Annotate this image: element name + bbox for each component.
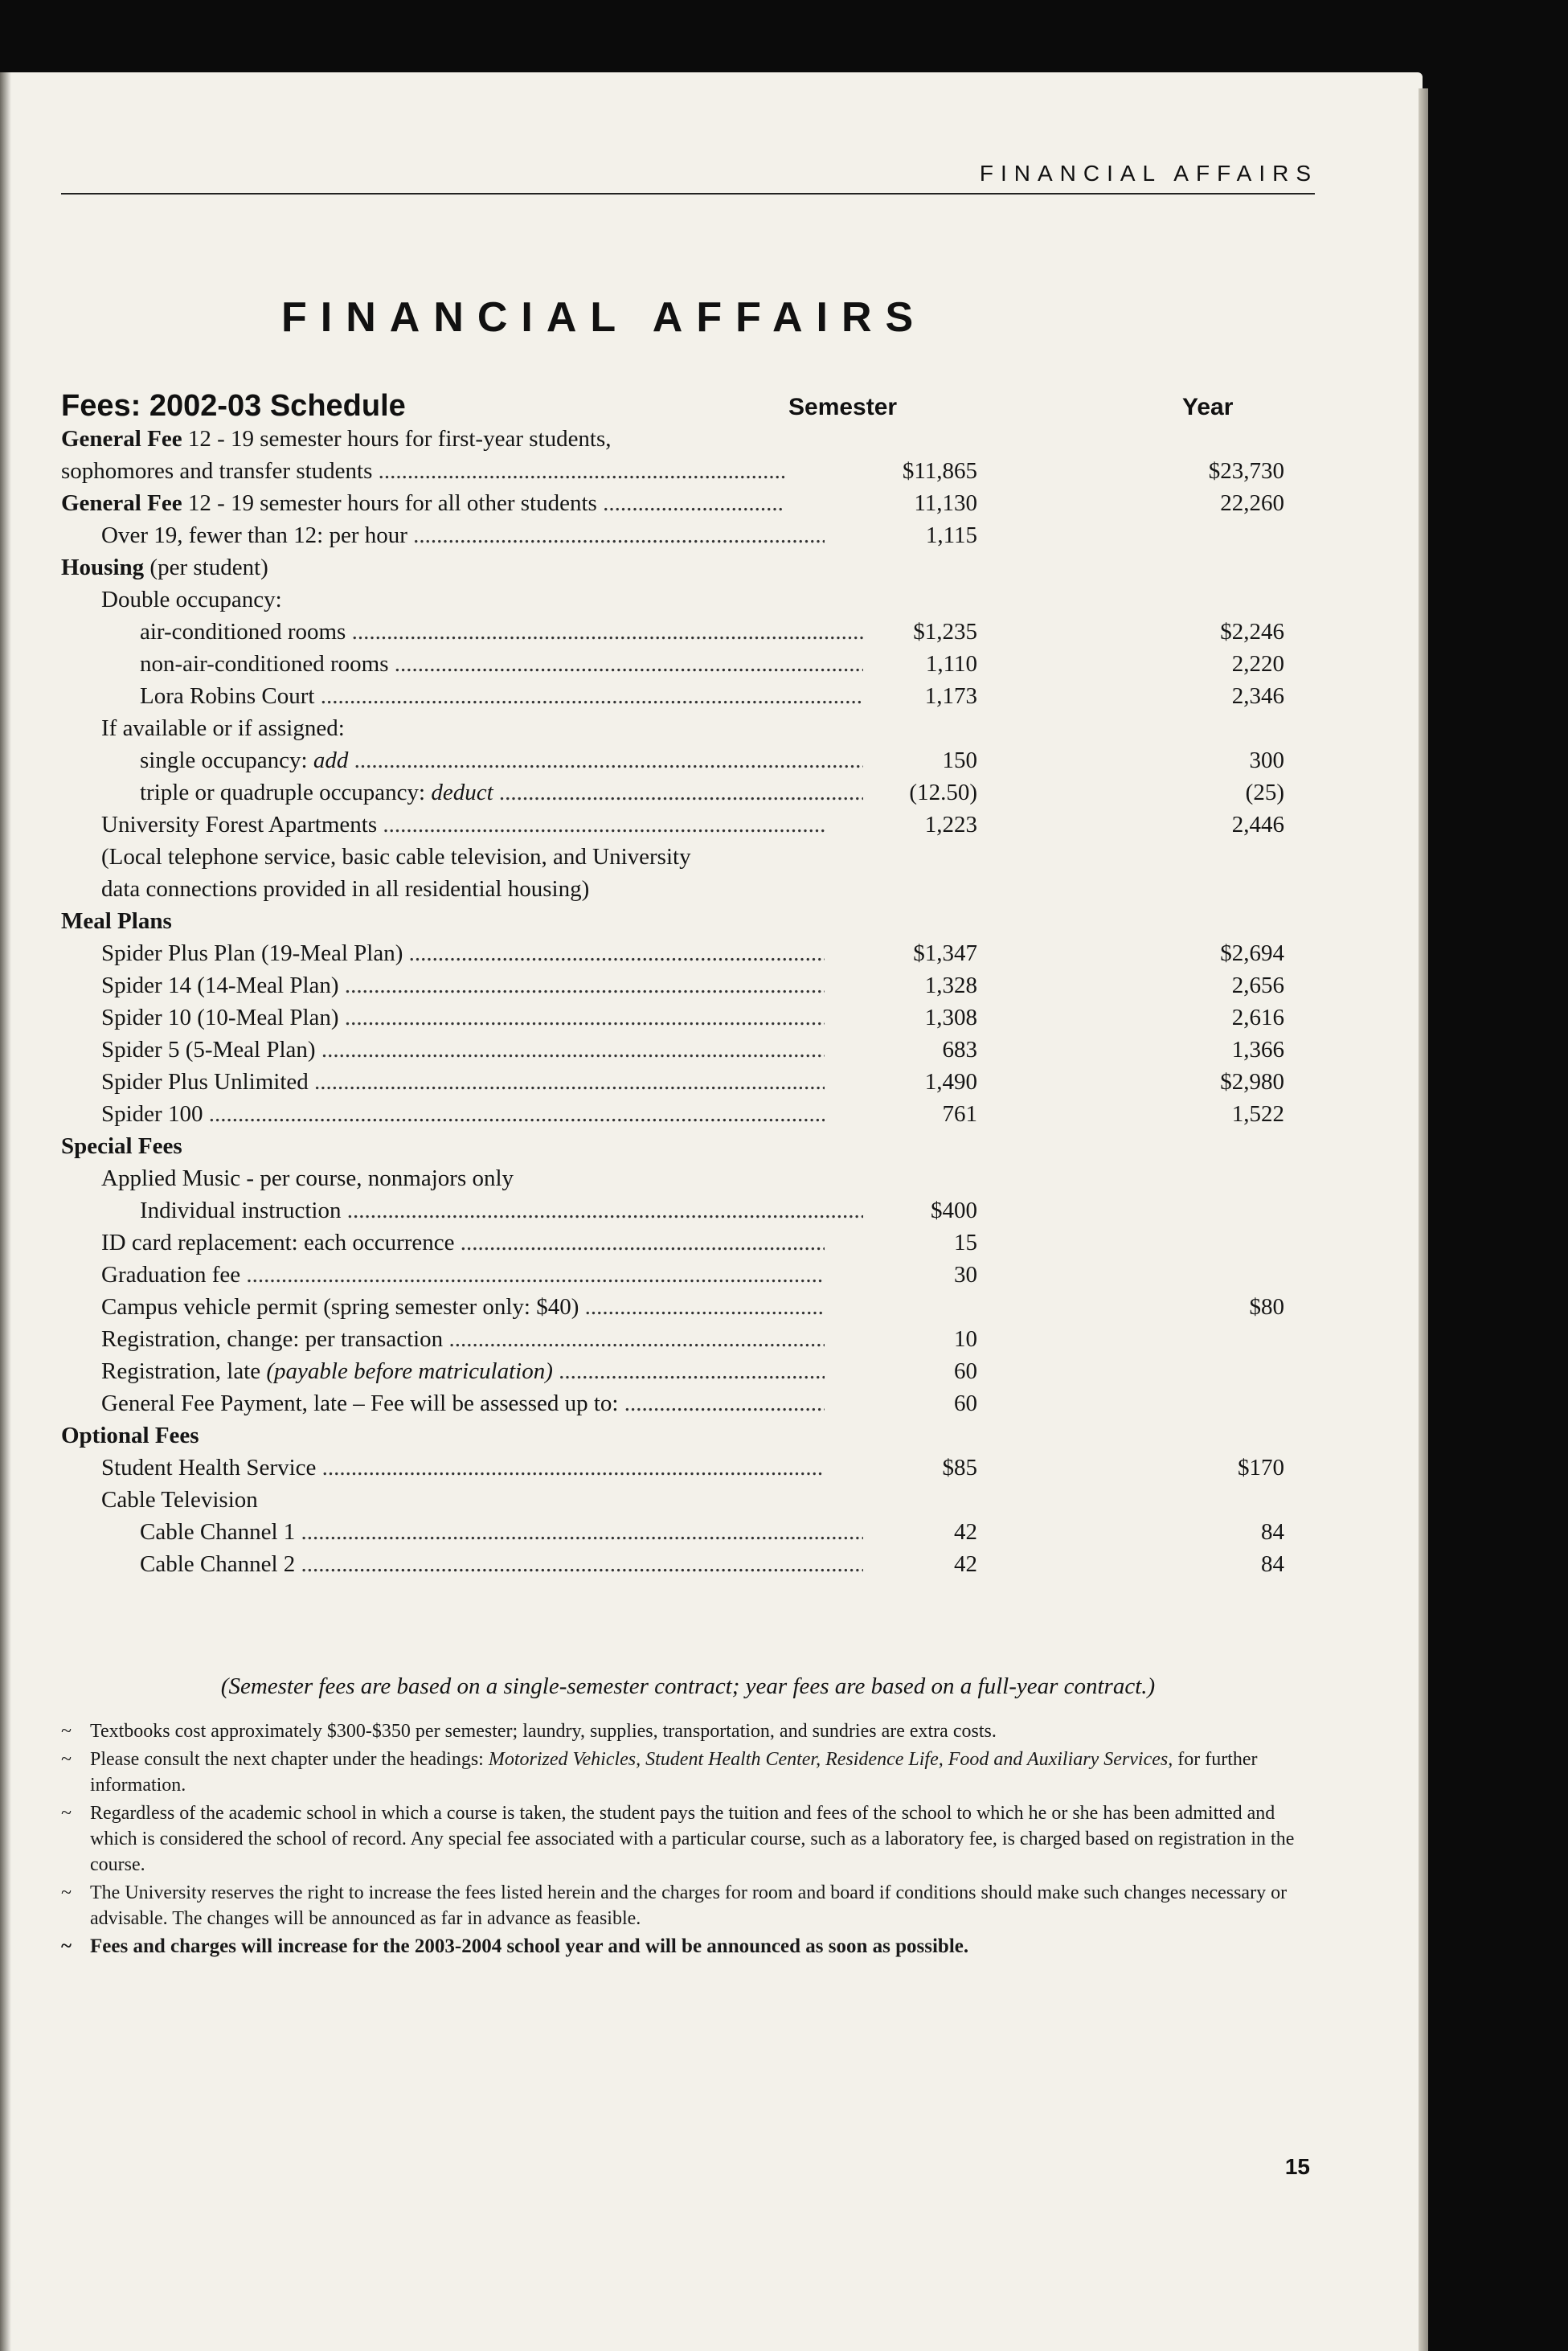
year-amount: 2,346: [1231, 683, 1284, 709]
fee-label: [101, 1487, 825, 1513]
fee-row: [61, 1487, 1315, 1519]
semester-amount: 15: [954, 1230, 977, 1255]
fee-label: [101, 715, 825, 742]
fee-row: [61, 908, 1315, 940]
footnote-marker: ~: [61, 1935, 72, 1957]
fee-label-italic: add: [313, 747, 349, 773]
fee-row: [61, 1101, 1315, 1133]
fee-row: [61, 458, 1315, 490]
footnote-marker: ~: [61, 1803, 72, 1824]
fee-label-text: single occupancy:: [140, 747, 313, 773]
year-amount: 2,220: [1231, 651, 1284, 677]
fee-label-text: University Forest Apartments: [101, 812, 378, 838]
fee-label-text: triple or quadruple occupancy:: [140, 780, 432, 805]
footnote-marker: ~: [61, 1882, 72, 1903]
semester-amount: 42: [954, 1551, 977, 1577]
semester-amount: 10: [954, 1326, 977, 1352]
fee-label: [101, 940, 825, 967]
fee-label: [140, 1551, 863, 1578]
semester-amount: 1,173: [924, 683, 977, 709]
fee-label: [101, 876, 825, 903]
fee-label: [101, 1230, 825, 1256]
semester-amount: $400: [931, 1198, 977, 1223]
fee-label: [140, 1198, 863, 1224]
fee-label-text: (Local telephone service, basic cable television, and University: [101, 844, 691, 870]
running-header: FINANCIAL AFFAIRS: [979, 161, 1318, 186]
fee-row: [61, 1165, 1315, 1198]
fee-row: [61, 1133, 1315, 1165]
fee-row: [61, 1391, 1315, 1423]
binding-shadow: [0, 72, 11, 2351]
fee-label-text: Registration, change: per transaction: [101, 1326, 444, 1352]
semester-amount: 30: [954, 1262, 977, 1288]
year-amount: (25): [1245, 780, 1284, 805]
year-amount: $2,246: [1220, 619, 1284, 645]
semester-amount: 683: [942, 1037, 977, 1063]
fee-row: [61, 1262, 1315, 1294]
fee-label-text: Spider 100: [101, 1101, 203, 1127]
year-amount: 84: [1261, 1551, 1284, 1577]
semester-amount: 42: [954, 1519, 977, 1545]
fee-label-text: Applied Music - per course, nonmajors only: [101, 1165, 514, 1191]
fee-row: [61, 587, 1315, 619]
fee-row: [61, 1230, 1315, 1262]
fee-label-text: Spider Plus Unlimited: [101, 1069, 309, 1095]
fee-label: [140, 683, 863, 710]
fee-label: [101, 1358, 825, 1385]
footnote-text: Regardless of the academic school in which a course is taken, the student pays the tuition and fees of the school to which he or she has been admitted and which is considered the school of record. Any special fee associated with a particular course, such as a laboratory fee, is charged based on registration in the course.: [90, 1803, 1295, 1875]
fee-label: [101, 973, 825, 999]
fee-label: [101, 1294, 825, 1321]
semester-amount: 60: [954, 1358, 977, 1384]
year-amount: $2,694: [1220, 940, 1284, 966]
semester-amount: 1,110: [925, 651, 977, 677]
fee-label: [61, 1423, 784, 1449]
fee-label-text: Housing: [61, 555, 145, 580]
fee-label: [101, 1005, 825, 1031]
fee-row: [61, 1358, 1315, 1391]
fee-label-text: non-air-conditioned rooms: [140, 651, 389, 677]
fee-label-text: General Fee: [61, 426, 182, 452]
fee-row: [61, 780, 1315, 812]
fee-label-text: Cable Channel 1: [140, 1519, 296, 1545]
fee-label: [61, 1133, 784, 1160]
fee-label: [101, 1391, 825, 1417]
page-edge: [1419, 88, 1428, 2351]
fee-label-text: ID card replacement: each occurrence: [101, 1230, 455, 1255]
header-rule: [61, 193, 1315, 195]
semester-amount: 11,130: [914, 490, 977, 516]
footnote-marker: ~: [61, 1721, 72, 1742]
fee-label-text: Optional Fees: [61, 1423, 199, 1448]
footnote: [61, 1800, 1315, 1878]
fee-row: [61, 426, 1315, 458]
year-amount: $2,980: [1220, 1069, 1284, 1095]
year-amount: $170: [1238, 1455, 1284, 1481]
fee-row: [61, 844, 1315, 876]
schedule-heading-row: [61, 384, 1315, 424]
fee-label: [101, 844, 825, 870]
year-amount: 1,366: [1231, 1037, 1284, 1063]
footnote-tail: for further information.: [90, 1749, 1258, 1796]
page-number: 15: [1284, 2154, 1310, 2179]
semester-amount: $1,235: [913, 619, 977, 645]
fee-label: [101, 1262, 825, 1288]
fee-label: [101, 1069, 825, 1096]
footnote-text: The University reserves the right to increase the fees listed herein and the charges for room and board if conditions should make such changes necessary or advisable. The changes will be announced as far in advance as feasible.: [90, 1882, 1288, 1929]
fee-label-detail: 12 - 19 semester hours for all other students: [182, 490, 597, 516]
semester-amount: 60: [954, 1391, 977, 1416]
fee-label-text: General Fee: [61, 490, 182, 516]
semester-amount: 761: [942, 1101, 977, 1127]
year-amount: 2,616: [1231, 1005, 1284, 1030]
semester-amount: 1,115: [925, 522, 977, 548]
footnotes: [61, 1718, 1315, 1962]
footnote-text: Textbooks cost approximately $300-$350 per semester; laundry, supplies, transportation, and sundries are extra costs.: [90, 1721, 997, 1742]
fee-label-text: Student Health Service: [101, 1455, 317, 1481]
year-amount: $80: [1249, 1294, 1284, 1320]
fee-row: [61, 1069, 1315, 1101]
footnote-text: Please consult the next chapter under the headings:: [90, 1749, 489, 1770]
year-amount: 84: [1261, 1519, 1284, 1545]
fee-row: [61, 876, 1315, 908]
fee-label-text: Double occupancy:: [101, 587, 282, 612]
footnote: [61, 1934, 1315, 1960]
fee-label: [140, 619, 863, 645]
fee-label-detail: (per student): [144, 555, 268, 580]
fee-row: [61, 555, 1315, 587]
fee-label-text: sophomores and transfer students: [61, 458, 373, 484]
year-amount: $23,730: [1208, 458, 1284, 484]
page-title: FINANCIAL AFFAIRS: [281, 294, 927, 341]
fee-label: [101, 1326, 825, 1353]
fee-label: [61, 426, 784, 453]
fee-row: [61, 973, 1315, 1005]
fee-label: [101, 587, 825, 613]
fee-label: [101, 812, 825, 838]
semester-amount: 1,490: [924, 1069, 977, 1095]
fee-row: [61, 1455, 1315, 1487]
fee-label-text: Registration, late: [101, 1358, 267, 1384]
year-column-header: Year: [1182, 394, 1234, 420]
fee-label-text: Cable Television: [101, 1487, 258, 1513]
fee-label-text: air-conditioned rooms: [140, 619, 346, 645]
fee-label-italic: deduct: [431, 780, 493, 805]
semester-amount: $85: [942, 1455, 977, 1481]
fee-label: [101, 1455, 825, 1481]
year-amount: 2,656: [1231, 973, 1284, 998]
fee-label: [101, 1101, 825, 1128]
fee-label-text: Spider Plus Plan (19-Meal Plan): [101, 940, 403, 966]
year-amount: 1,522: [1231, 1101, 1284, 1127]
fee-label-text: If available or if assigned:: [101, 715, 345, 741]
year-amount: 22,260: [1220, 490, 1284, 516]
semester-amount: $1,347: [913, 940, 977, 966]
fee-row: [61, 1005, 1315, 1037]
fee-label: [101, 1037, 825, 1063]
fee-label-text: Individual instruction: [140, 1198, 342, 1223]
footnote-marker: ~: [61, 1749, 72, 1770]
fee-row: [61, 1294, 1315, 1326]
fee-row: [61, 1551, 1315, 1583]
fee-label-text: Graduation fee: [101, 1262, 241, 1288]
fee-label: [140, 747, 863, 774]
fee-label: [61, 908, 784, 935]
fee-label-detail: 12 - 19 semester hours for first-year students,: [182, 426, 612, 452]
semester-amount: 1,328: [924, 973, 977, 998]
contract-note: (Semester fees are based on a single-semester contract; year fees are based on a full-year contract.): [220, 1673, 1156, 1699]
fee-label: [61, 490, 784, 517]
semester-amount: (12.50): [909, 780, 977, 805]
fee-row: [61, 1326, 1315, 1358]
semester-amount: $11,865: [902, 458, 977, 484]
fee-row: [61, 1519, 1315, 1551]
fee-label: [61, 555, 784, 581]
fee-row: [61, 940, 1315, 973]
footnote: [61, 1747, 1315, 1798]
fee-label-text: Spider 14 (14-Meal Plan): [101, 973, 339, 998]
schedule-heading: Fees: 2002-03 Schedule: [61, 389, 406, 423]
fee-row: [61, 1037, 1315, 1069]
fee-row: [61, 747, 1315, 780]
fee-row: [61, 715, 1315, 747]
semester-amount: 1,308: [924, 1005, 977, 1030]
fee-table: [61, 426, 1315, 1583]
fee-label-text: data connections provided in all residential housing): [101, 876, 590, 902]
year-amount: 300: [1249, 747, 1284, 773]
fee-label-text: Cable Channel 2: [140, 1551, 296, 1577]
fee-label-text: Meal Plans: [61, 908, 172, 934]
fee-row: [61, 522, 1315, 555]
fee-label: [101, 522, 825, 549]
fee-label-text: General Fee Payment, late – Fee will be assessed up to:: [101, 1391, 619, 1416]
fee-row: [61, 490, 1315, 522]
fee-label-text: Spider 5 (5-Meal Plan): [101, 1037, 316, 1063]
fee-label-italic: (payable before matriculation): [266, 1358, 553, 1384]
year-amount: 2,446: [1231, 812, 1284, 838]
semester-column-header: Semester: [788, 394, 898, 420]
fee-label-text: Over 19, fewer than 12: per hour: [101, 522, 407, 548]
footnote: [61, 1880, 1315, 1931]
fee-label-text: Campus vehicle permit (spring semester only: $40): [101, 1294, 579, 1320]
fee-row: [61, 1423, 1315, 1455]
fee-row: [61, 812, 1315, 844]
fee-label-text: Special Fees: [61, 1133, 182, 1159]
semester-amount: 1,223: [924, 812, 977, 838]
footnote: [61, 1718, 1315, 1744]
fee-label: [140, 1519, 863, 1546]
fee-row: [61, 683, 1315, 715]
footnote-italic: Motorized Vehicles, Student Health Center, Residence Life, Food and Auxiliary Services,: [488, 1749, 1173, 1770]
fee-row: [61, 1198, 1315, 1230]
fee-label: [101, 1165, 825, 1192]
fee-label-text: Lora Robins Court: [140, 683, 315, 709]
semester-amount: 150: [942, 747, 977, 773]
fee-label: [140, 780, 863, 806]
fee-row: [61, 651, 1315, 683]
fee-label: [140, 651, 863, 678]
fee-label-text: Spider 10 (10-Meal Plan): [101, 1005, 339, 1030]
fee-row: [61, 619, 1315, 651]
fee-label: [61, 458, 784, 485]
footnote-text: Fees and charges will increase for the 2003-2004 school year and will be announced as soon as possible.: [90, 1935, 969, 1957]
